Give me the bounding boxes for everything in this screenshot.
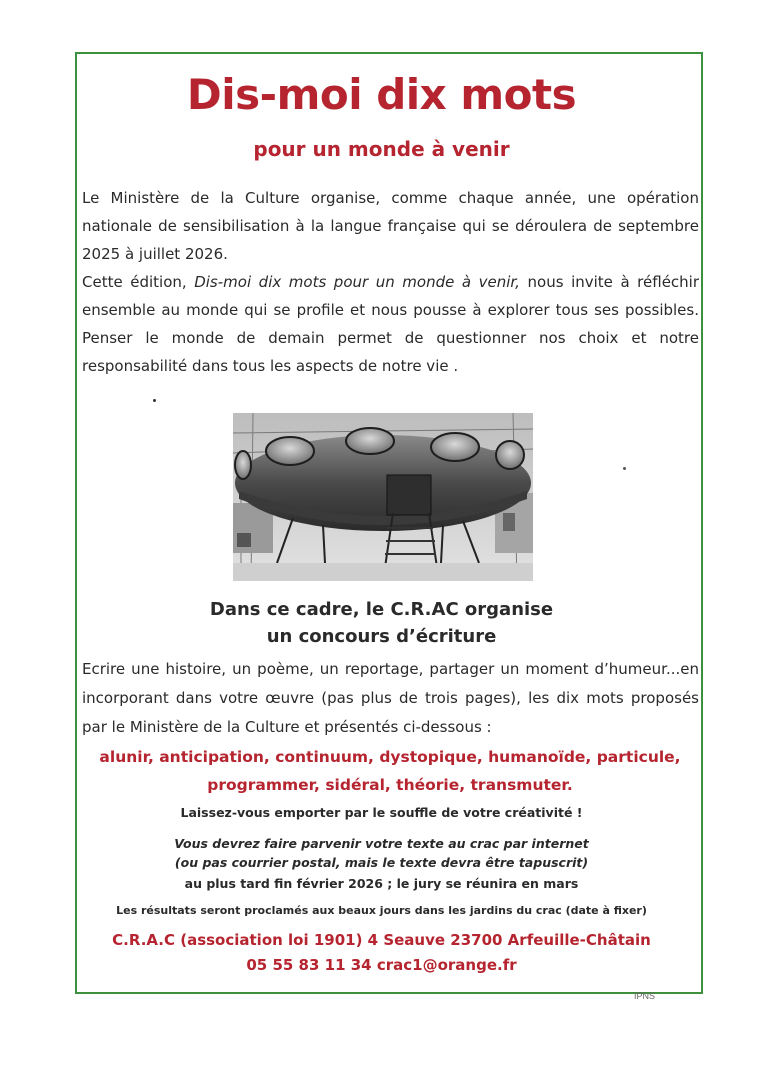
results-announcement: Les résultats seront proclamés aux beaux jours dans les jardins du crac (date à fixer) [116,904,647,917]
submission-instructions-line-1: Vous devrez faire parvenir votre texte au crac par internet [174,836,589,851]
ufo-illustration [233,413,533,581]
intro-p2-italic: Dis-moi dix mots pour un monde à venir, [194,273,520,291]
ten-words-line-2: programmer, sidéral, théorie, transmuter. [207,776,573,794]
intro-paragraph-2 [82,268,699,380]
contest-heading-line-2: un concours d’écriture [266,626,497,647]
submission-instructions-line-2: (ou pas courrier postal, mais le texte devra être tapuscrit) [174,855,589,870]
intro-p2-end: nous invite à réfléchir ensemble au monde qui se profile et nous pousse à explorer tous ses possibles. Penser le monde de demain permet de questionner nos choix et notre responsabilité dans tous les aspects de notre vie . [82,273,700,375]
intro-paragraph-1: Le Ministère de la Culture organise, comme chaque année, une opération nationale de sensibilisation à la langue française qui se déroulera de septembre 2025 à juillet 2026. [82,189,699,263]
intro-text [82,184,699,380]
futuro-house-photo [233,413,533,581]
contact-address: C.R.A.C (association loi 1901) 4 Seauve 23700 Arfeuille-Châtain [112,931,651,949]
submission-deadline: au plus tard fin février 2026 ; le jury se réunira en mars [184,876,579,891]
poster-title: Dis-moi dix mots [186,70,577,119]
contest-description: Ecrire une histoire, un poème, un reportage, partager un moment d’humeur...en incorporant dans votre œuvre (pas plus de trois pages), les dix mots proposés par le Ministère de la Culture et présentés ci-dessous : [82,660,699,736]
ten-words-line-1: alunir, anticipation, continuum, dystopique, humanoïde, particule, [99,748,681,766]
intro-p2-start: Cette édition, [82,273,195,291]
creativity-slogan: Laissez-vous emporter par le souffle de votre créativité ! [180,805,583,820]
poster-subtitle: pour un monde à venir [253,137,510,161]
contact-phone-email: 05 55 83 11 34 crac1@orange.fr [246,956,517,974]
ipns-mark: IPNS [634,991,656,1001]
stray-dot [153,399,156,402]
stray-speck [623,467,626,470]
contest-heading-line-1: Dans ce cadre, le C.R.AC organise [209,599,554,620]
